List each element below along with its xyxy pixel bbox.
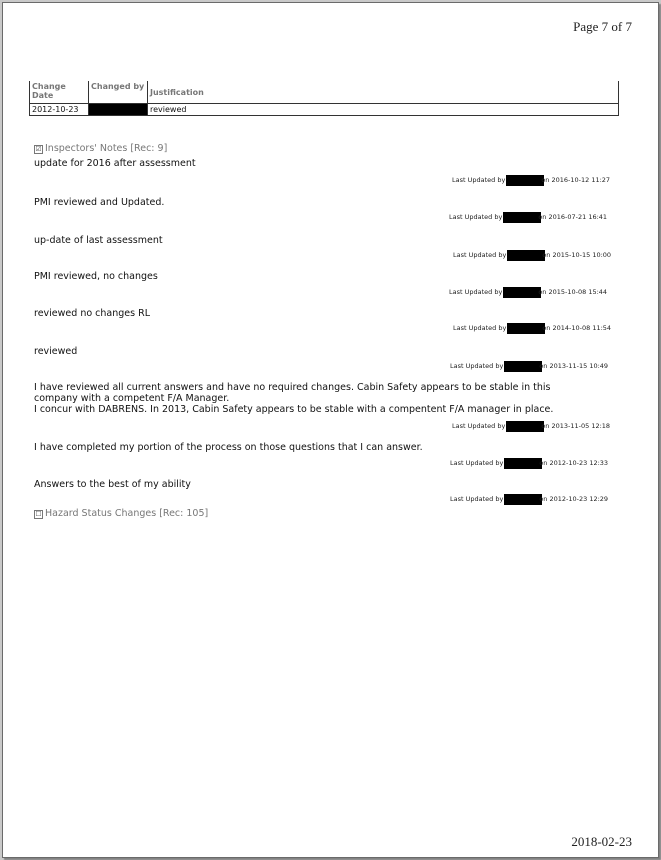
inspectors-notes-header <box>34 143 167 154</box>
note-text: up-date of last assessment <box>34 235 163 246</box>
note-text <box>34 382 634 415</box>
updated-date: on 2012-10-23 12:33 <box>539 459 609 467</box>
note-updated <box>453 250 611 261</box>
change-table-header-row <box>30 81 619 104</box>
cell-change-date: 2012-10-23 <box>30 104 89 116</box>
updated-label: Last Updated by <box>449 288 503 296</box>
header-change-date: Change Date <box>30 81 89 104</box>
updated-date: on 2012-10-23 12:29 <box>539 495 609 503</box>
redacted-name <box>506 421 544 432</box>
note-updated <box>450 458 608 469</box>
note-line: I have reviewed all current answers and have no required changes. Cabin Safety appears to be stable in this <box>34 382 551 393</box>
updated-date: on 2014-10-08 11:54 <box>542 324 612 332</box>
redacted-name <box>503 287 541 298</box>
redacted-name <box>504 361 542 372</box>
note-updated <box>449 287 607 298</box>
change-table <box>29 81 619 116</box>
checked-checkbox-icon[interactable]: ☑ <box>35 145 42 153</box>
updated-label: Last Updated by <box>452 176 506 184</box>
note-text: reviewed <box>34 346 78 357</box>
updated-label: Last Updated by <box>453 251 507 259</box>
page-number: Page 7 of 7 <box>573 19 632 34</box>
updated-date: on 2013-11-05 12:18 <box>541 422 611 430</box>
note-line: I concur with DABRENS. In 2013, Cabin Safety appears to be stable with a compentent F/A manager in place. <box>34 404 554 415</box>
note-line: company with a competent F/A Manager. <box>34 393 230 404</box>
note-updated <box>450 494 608 505</box>
updated-label: Last Updated by <box>450 495 504 503</box>
redacted-name <box>504 494 542 505</box>
updated-label: Last Updated by <box>450 459 504 467</box>
updated-label: Last Updated by <box>453 324 507 332</box>
hazard-status-title: Hazard Status Changes [Rec: 105] <box>45 508 209 519</box>
header-justification: Justification <box>148 81 619 104</box>
document-page <box>2 2 659 858</box>
footer-date: 2018-02-23 <box>571 834 632 849</box>
note-updated <box>452 175 610 186</box>
hazard-status-header <box>34 508 208 519</box>
note-updated <box>452 421 610 432</box>
updated-date: on 2016-10-12 11:27 <box>541 176 611 184</box>
redacted-name <box>507 323 545 334</box>
updated-date: on 2013-11-15 10:49 <box>539 362 609 370</box>
cell-justification: reviewed <box>148 104 619 116</box>
note-updated <box>449 212 607 223</box>
note-updated <box>453 323 611 334</box>
note-text: update for 2016 after assessment <box>34 158 196 169</box>
updated-date: on 2015-10-08 15:44 <box>538 288 608 296</box>
updated-label: Last Updated by <box>452 422 506 430</box>
redacted-name <box>506 175 544 186</box>
updated-label: Last Updated by <box>450 362 504 370</box>
note-text: Answers to the best of my ability <box>34 479 191 490</box>
note-text: reviewed no changes RL <box>34 308 150 319</box>
unchecked-checkbox-icon[interactable]: ☐ <box>35 510 42 518</box>
redacted-name <box>503 212 541 223</box>
updated-date: on 2015-10-15 10:00 <box>542 251 612 259</box>
table-row <box>30 104 619 116</box>
updated-date: on 2016-07-21 16:41 <box>538 213 608 221</box>
updated-label: Last Updated by <box>449 213 503 221</box>
redacted-name <box>507 250 545 261</box>
redacted-name <box>504 458 542 469</box>
note-text: I have completed my portion of the process on those questions that I can answer. <box>34 442 423 453</box>
note-text: PMI reviewed, no changes <box>34 271 158 282</box>
inspectors-notes-title: Inspectors' Notes [Rec: 9] <box>45 143 168 154</box>
cell-changed-by-redacted <box>89 104 148 116</box>
note-text: PMI reviewed and Updated. <box>34 197 165 208</box>
note-updated <box>450 361 608 372</box>
header-changed-by: Changed by <box>89 81 148 104</box>
